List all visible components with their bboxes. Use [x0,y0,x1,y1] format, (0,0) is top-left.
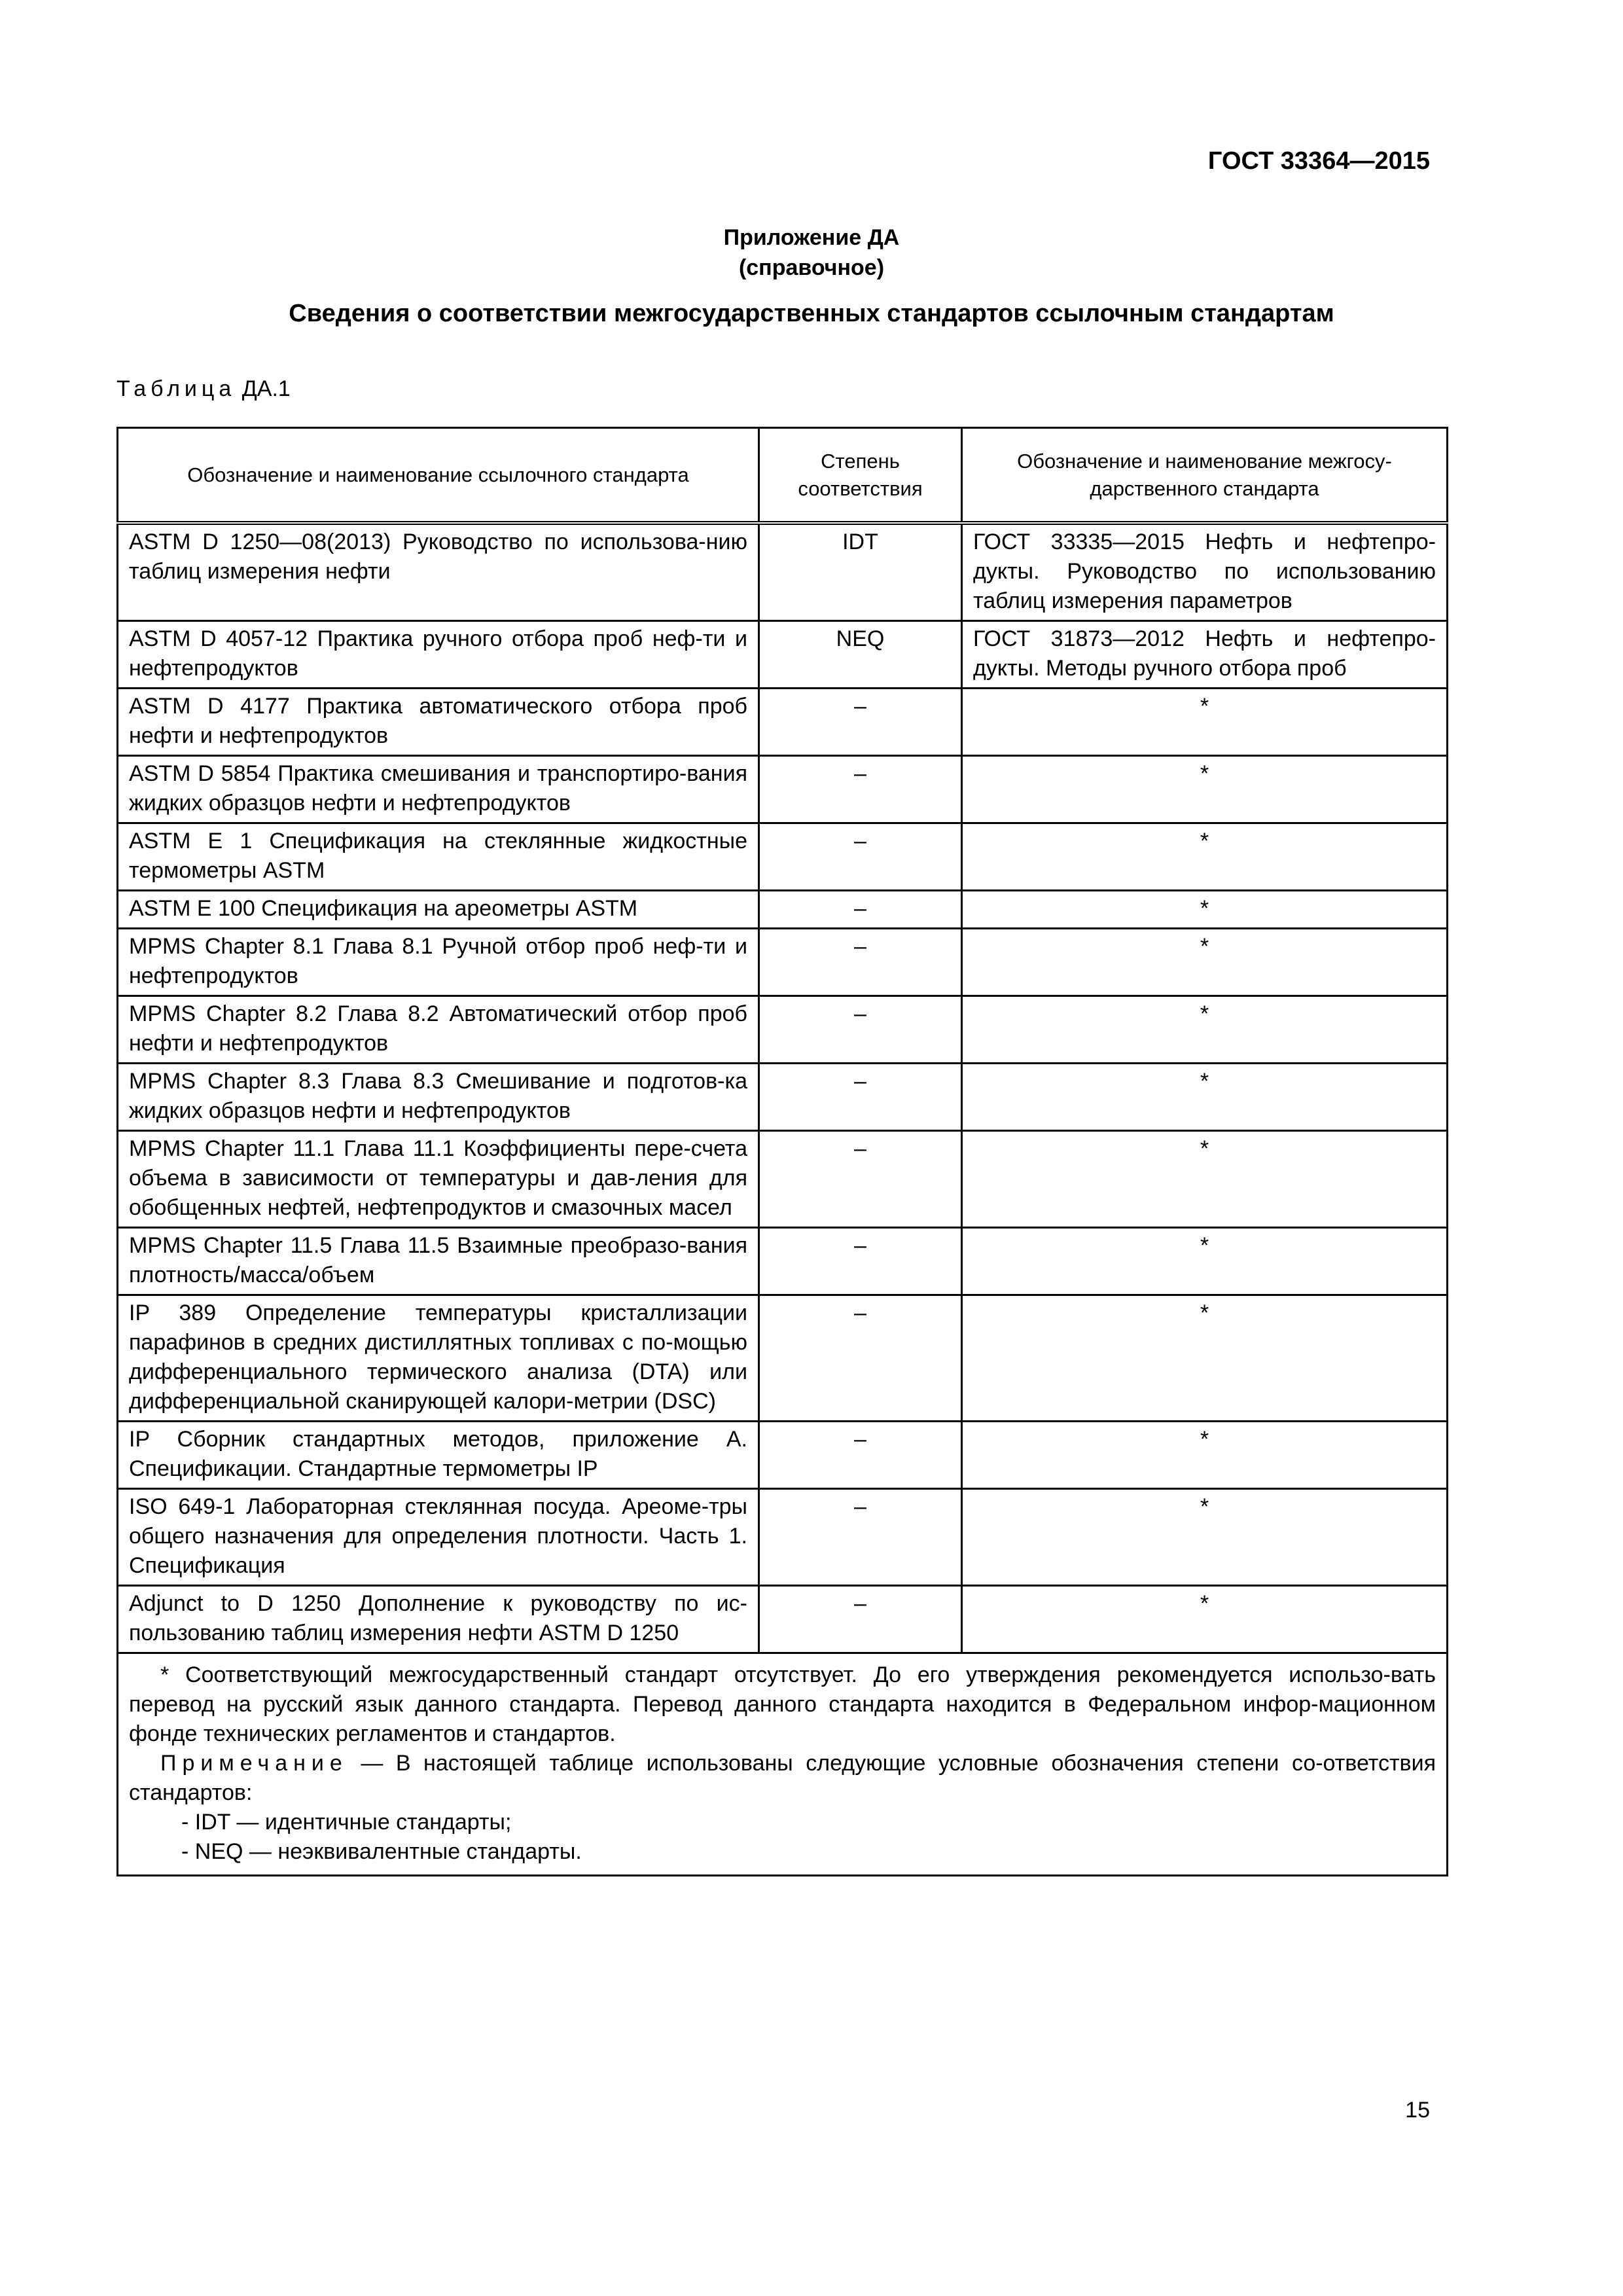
table-footnotes [118,1653,1448,1876]
cell-reference-standard: MPMS Chapter 8.3 Глава 8.3 Смешивание и подготов-ка жидких образцов нефти и нефтепродуктов [118,1064,759,1131]
cell-degree: – [759,996,962,1064]
cell-interstate-standard: * [962,756,1448,823]
header-degree: Степень соответствия [759,428,962,524]
cell-interstate-standard: * [962,689,1448,756]
cell-degree: IDT [759,523,962,621]
cell-reference-standard: IP Сборник стандартных методов, приложение А. Спецификации. Стандартные термометры IP [118,1422,759,1489]
table-caption-number: ДА.1 [241,376,291,401]
cell-interstate-standard: * [962,1295,1448,1422]
cell-degree: – [759,891,962,929]
cell-interstate-standard: * [962,1489,1448,1586]
table-row [118,1228,1448,1295]
cell-interstate-standard: * [962,891,1448,929]
table-row [118,1064,1448,1131]
table-row [118,1586,1448,1653]
table-row [118,891,1448,929]
footnote-text: * Соответствующий межгосударственный стандарт отсутствует. До его утверждения рекомендуется использо-вать перевод на русский язык данного стандарта. Перевод данного стандарта находится в Федеральном инфор-мационном фонде технических регламентов и стандартов. [129,1662,1436,1746]
cell-reference-standard: MPMS Chapter 11.5 Глава 11.5 Взаимные преобразо-вания плотность/масса/объем [118,1228,759,1295]
table-row [118,1131,1448,1228]
correspondence-table [116,427,1448,1876]
table-row [118,996,1448,1064]
cell-degree: – [759,1489,962,1586]
table-row [118,1295,1448,1422]
note-item-idt: - IDT — идентичные стандарты; [181,1810,512,1835]
table-caption-word: Таблица [116,376,236,401]
appendix-heading [0,223,1623,283]
cell-interstate-standard: * [962,996,1448,1064]
cell-degree: – [759,1228,962,1295]
table-row [118,756,1448,823]
table-row [118,621,1448,689]
table-caption [116,376,291,402]
table-row [118,689,1448,756]
cell-interstate-standard: * [962,823,1448,891]
cell-reference-standard: ASTM D 1250—08(2013) Руководство по использова-нию таблиц измерения нефти [118,523,759,621]
table-header-row [118,428,1448,524]
cell-reference-standard: MPMS Chapter 11.1 Глава 11.1 Коэффициенты пере-счета объема в зависимости от температуры и дав-ления для обобщенных нефтей, нефтепродуктов и смазочных масел [118,1131,759,1228]
cell-degree: – [759,1295,962,1422]
document-code: ГОСТ 33364—2015 [1207,147,1430,175]
cell-reference-standard: MPMS Chapter 8.1 Глава 8.1 Ручной отбор проб неф-ти и нефтепродуктов [118,929,759,996]
appendix-name: Приложение ДА [723,225,900,250]
cell-interstate-standard: ГОСТ 31873—2012 Нефть и нефтепро-дукты. Методы ручного отбора проб [962,621,1448,689]
note-text: — В настоящей таблице использованы следующие условные обозначения степени со-ответствия стандартов: [129,1751,1436,1805]
cell-reference-standard: ASTM E 100 Спецификация на ареометры ASTM [118,891,759,929]
note-paragraph [129,1749,1436,1808]
cell-interstate-standard: * [962,1586,1448,1653]
table-body [118,523,1448,1653]
appendix-type: (справочное) [738,255,885,280]
cell-interstate-standard: * [962,1422,1448,1489]
cell-interstate-standard: * [962,1064,1448,1131]
cell-degree: – [759,1586,962,1653]
page-number: 15 [1405,2098,1430,2123]
cell-reference-standard: ASTM D 5854 Практика смешивания и транспортиро-вания жидких образцов нефти и нефтепродуктов [118,756,759,823]
cell-interstate-standard: * [962,1131,1448,1228]
cell-interstate-standard: * [962,1228,1448,1295]
cell-interstate-standard: ГОСТ 33335—2015 Нефть и нефтепро-дукты. Руководство по использованию таблиц измерения параметров [962,523,1448,621]
note-item-neq: - NEQ — неэквивалентные стандарты. [181,1839,582,1864]
cell-degree: – [759,1422,962,1489]
table-row [118,823,1448,891]
cell-reference-standard: IP 389 Определение температуры кристаллизации парафинов в средних дистиллятных топливах с по-мощью дифференциального термического анализа (DTA) или дифференциальной сканирующей калори-метрии (DSC) [118,1295,759,1422]
cell-degree: NEQ [759,621,962,689]
note-label: Примечание [160,1751,348,1776]
cell-degree: – [759,756,962,823]
table-footer-row [118,1653,1448,1876]
page-title: Сведения о соответствии межгосударственных стандартов ссылочным стандартам [289,300,1334,327]
cell-reference-standard: MPMS Chapter 8.2 Глава 8.2 Автоматический отбор проб нефти и нефтепродуктов [118,996,759,1064]
cell-reference-standard: ASTM D 4057-12 Практика ручного отбора проб неф-ти и нефтепродуктов [118,621,759,689]
cell-reference-standard: ASTM E 1 Спецификация на стеклянные жидкостные термометры ASTM [118,823,759,891]
cell-reference-standard: ISO 649-1 Лабораторная стеклянная посуда. Ареоме-тры общего назначения для определения плотности. Часть 1. Спецификация [118,1489,759,1586]
cell-degree: – [759,689,962,756]
cell-degree: – [759,929,962,996]
cell-interstate-standard: * [962,929,1448,996]
header-reference-standard: Обозначение и наименование ссылочного стандарта [118,428,759,524]
table-row [118,523,1448,621]
cell-degree: – [759,1064,962,1131]
table-row [118,1422,1448,1489]
table-row [118,1489,1448,1586]
cell-reference-standard: ASTM D 4177 Практика автоматического отбора проб нефти и нефтепродуктов [118,689,759,756]
cell-reference-standard: Adjunct to D 1250 Дополнение к руководству по ис-пользованию таблиц измерения нефти ASTM D 1250 [118,1586,759,1653]
cell-degree: – [759,1131,962,1228]
header-interstate-standard: Обозначение и наименование межгосу-дарственного стандарта [962,428,1448,524]
cell-degree: – [759,823,962,891]
table-row [118,929,1448,996]
